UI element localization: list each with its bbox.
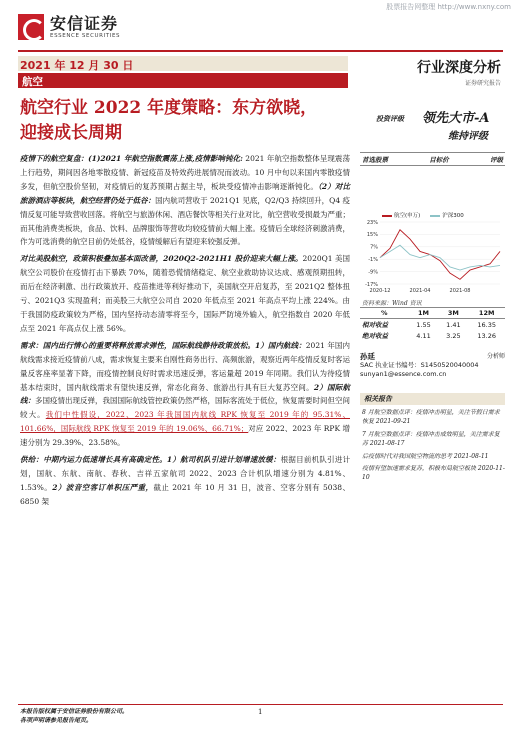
related-report[interactable]: 疫情有望加速需求复苏，积极布局航空板块 2020-11-10 — [362, 465, 505, 482]
footer-note-1: 本报告版权属于安信证券股份有限公司。 — [20, 708, 129, 715]
text-demand-a: 2021 年国内航线需求接近疫情前八成，需求恢复主要来自刚性商务出行、高频旅游，观察近两年疫情反复时客运量反客座率显著下降，而疫情控制良好时需求迅速反弹，客运量超 2019 年同期。我们认为待疫情基本结束时，国内航线需求有望快速反弹，常态化商务、旅游出行具有巨大复苏空间。 — [20, 340, 350, 392]
related-reports-header: 相关报告 — [360, 393, 505, 405]
page-number: 1 — [258, 708, 263, 716]
rating-value: 领先大市-A — [422, 111, 490, 126]
cell: 4.11 — [416, 331, 431, 340]
lead-supply: 供给：中期内运力低速增长具有高确定性。1）航司机队引进计划增速放缓： — [20, 455, 281, 465]
x-tick-label: 2021-04 — [409, 288, 431, 294]
text-demand-c: 多国疫情出现反弹，我国国际航线管控政策仍然严格，国际客流处于低位，恢复需要时间但空间较大。 — [20, 396, 350, 420]
related-report[interactable]: 8 月航空数据点评：疫情冲击明显，关注节假日需求恢复 2021-09-21 — [362, 409, 500, 426]
analyst-role: 分析师 — [486, 353, 505, 360]
paragraph-demand — [20, 339, 350, 450]
report-date: 2021 年 12 月 30 日 — [20, 59, 134, 72]
y-tick-label: -1% — [368, 257, 378, 263]
table-row — [360, 330, 505, 341]
rating-change: 维持评级 — [448, 131, 488, 142]
perf-header: 1M — [409, 308, 439, 319]
x-tick-label: 2020-12 — [369, 288, 391, 294]
y-tick-label: 7% — [370, 244, 378, 251]
report-type: 行业深度分析 — [417, 60, 501, 76]
company-logo — [18, 14, 120, 40]
cell: 1.55 — [416, 320, 431, 329]
preferred-stocks-header — [360, 152, 505, 166]
text-review-c: 国内航司营收于 2021Q1 见底，Q2/Q3 持续回升，Q4 疫情反复可能导致营收回落。将航空与旅游休闲、酒店餐饮等相关行业对比，航空营收受损最为严重；而其他消费类板块，食品、饮料、品牌服饰等营收均较疫情前大幅上涨。疫情后全球经济刺激消费，作为可选消费的航空目前仍处低谷，疫情缓解后有望迎来较强反弹。 — [20, 195, 350, 247]
lead-supply-b: 2）波音空客订单积压严重， — [52, 482, 154, 492]
perf-header: % — [360, 308, 409, 319]
price-chart — [360, 208, 505, 296]
header-stocks: 首选股票 — [362, 155, 388, 164]
text-supply-c: 截止 2021 年 10 月 31 日，波音、空客分别有 5038、6850 架 — [20, 482, 351, 506]
row-label: 相对收益 — [362, 321, 388, 329]
rating-label: 投资评级 — [376, 114, 404, 123]
header-divider — [18, 50, 503, 52]
watermark-text: 股票报告网整理 http://www.nxny.com — [386, 3, 511, 11]
cell: 1.41 — [446, 320, 461, 329]
lead-review-b: （2）对比旅游酒店等板块，航空经营仍处于低谷： — [20, 181, 350, 205]
sector-bar — [18, 73, 348, 88]
table-row — [360, 319, 505, 331]
lead-review: 疫情下的航空复盘：(1)2021 年航空指数震荡上涨,疫情影响钝化: — [20, 154, 243, 163]
legend-aviation: 航空(申万) — [382, 211, 420, 219]
report-title — [20, 96, 350, 146]
y-tick-label: -9% — [368, 269, 378, 276]
text-supply-a: 根据目前机队引进计划，国航、东航、南航、春秋、吉祥五家航司 2022、2023 合计机队增速分别为 4.81%、1.53%。 — [20, 455, 351, 492]
x-tick-label: 2021-08 — [449, 288, 471, 294]
sector-label: 航空 — [22, 76, 43, 88]
legend-hs300: 沪深300 — [430, 211, 464, 219]
header-rating: 评级 — [490, 155, 503, 164]
text-us-compare: 2020Q1 美国航空公司股价在疫情打击下暴跌 70%，随着恐慌情绪稳定、航空业救助协议达成、感观预期扭转，而后在经济刺激、出行政策放开、疫苗推进等利好推动下，美国航空开启复苏，至 2021Q2 整体扭亏、2021Q3 实现盈利；而美股三大航空公司自 2020 年低点至 2021 年高点平均上涨 224%。由于我国防疫政策较为严格，国内坚持动态清零将至今，国际严防境外输入，航空指数自 2020 年低点至 2021 年高点仅上涨 56%。 — [20, 254, 350, 333]
related-report[interactable]: 后疫情时代对我国航空物流的思考 2021-08-11 — [362, 452, 489, 460]
main-body — [20, 152, 350, 512]
related-reports-list — [362, 408, 505, 486]
logo-cn-text: 安信证券 — [50, 14, 119, 33]
lead-demand: 需求：国内出行情心的重要将释放需求弹性，国际航线静待政策放松。1）国内航线： — [20, 340, 306, 350]
lead-us-compare: 对比美股航空，政策积极叠加基本面改善，2020Q2-2021H1 股价迎来大幅上涨。 — [20, 254, 303, 264]
title-line-2: 迎接成长周期 — [20, 123, 122, 143]
perf-header: 3M — [438, 308, 468, 319]
y-tick-label: -17% — [365, 281, 378, 288]
series-line-aviation — [380, 230, 500, 280]
logo-icon — [18, 14, 44, 40]
analyst-name: 孙延 — [360, 352, 375, 361]
row-label: 绝对收益 — [362, 332, 388, 340]
footer-divider — [18, 704, 503, 705]
paragraph-review — [20, 152, 350, 249]
cell: 13.26 — [477, 331, 496, 340]
header-target: 目标价 — [429, 155, 449, 164]
report-subtype: 证券研究报告 — [464, 80, 501, 87]
text-review-a: 2021 年航空指数整体呈现震荡上行趋势，期间因各地零散疫情、新冠疫苗及特效药进展情况而波动。10 月中旬以来国内零散疫情多发，但航空股价坚韧，对疫情后的复苏预期占据主导，板块受疫情冲击影响逐渐钝化。 — [20, 154, 350, 191]
cell: 3.25 — [446, 331, 461, 340]
chart-source: 资料来源：Wind 资讯 — [362, 300, 422, 307]
related-report[interactable]: 7 月航空数据点评：疫情冲击成效明显，关注需求复苏 2021-08-17 — [362, 430, 500, 448]
text-demand-assumption: 我们中性假设，2022、2023 年我国国内航线 RPK 恢复至 2019 年的 95.31%、101.66%，国际航线 RPK 恢复至 2019 年的 19.06%、66.71%； — [20, 410, 350, 434]
analyst-block — [360, 352, 505, 379]
perf-header: 12M — [468, 308, 505, 319]
lead-demand-b: 2）国际航线： — [20, 382, 351, 406]
paragraph-us-compare — [20, 252, 350, 335]
footer-note — [20, 707, 128, 725]
text-demand-d: 对应 2022、2023 年 RPK 增速分别为 29.39%、23.58%。 — [20, 424, 350, 448]
logo-en-text: ESSENCE SECURITIES — [50, 33, 121, 39]
y-tick-label: 23% — [366, 219, 378, 226]
analyst-cert: SAC 执业证书编号：S1450520040004 — [360, 361, 479, 369]
y-tick-label: 15% — [366, 232, 378, 239]
footer-note-2: 各项声明请参见报告尾页。 — [20, 717, 93, 724]
title-line-1: 航空行业 2022 年度策略：东方欲晓， — [20, 98, 318, 118]
cell: 16.35 — [477, 320, 496, 329]
analyst-email[interactable]: sunyan1@essence.com.cn — [360, 370, 447, 378]
performance-table — [360, 307, 505, 341]
paragraph-supply — [20, 453, 350, 509]
